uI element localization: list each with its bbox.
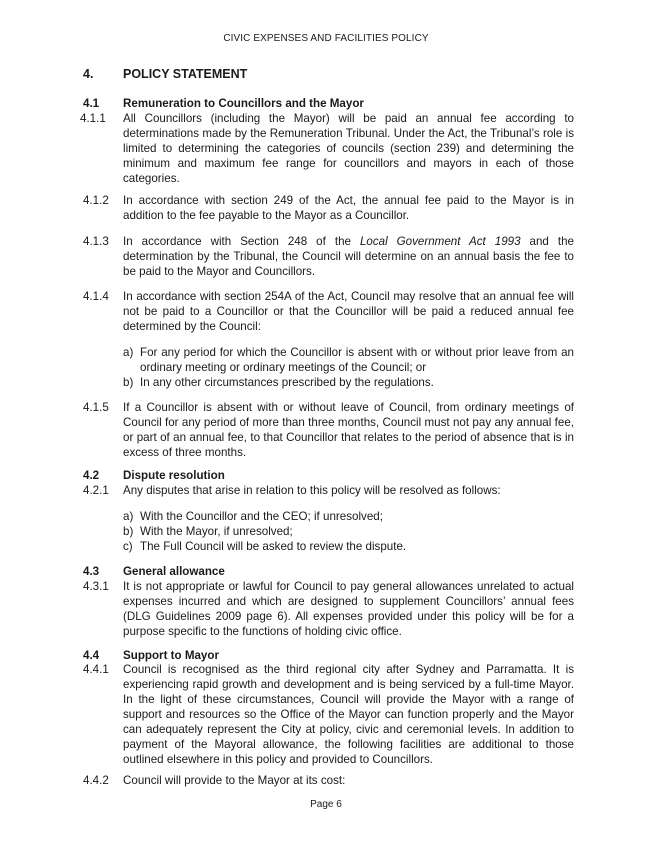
clause-number: 4.3.1 [83, 580, 109, 593]
clause-4-1-2 [83, 193, 574, 223]
clause-number: 4.1.1 [80, 112, 106, 125]
subsection-heading-4-4 [83, 648, 574, 663]
list-item: b) With the Mayor, if unresolved; [123, 525, 293, 538]
subsection-title: General allowance [123, 565, 225, 578]
page-number: Page 6 [310, 799, 342, 810]
clause-4-3-1 [83, 579, 574, 639]
subsection-heading-4-3 [83, 564, 574, 579]
clause-4-1-4 [83, 289, 574, 334]
subsection-heading-4-1 [83, 96, 574, 111]
act-title: Local Government Act 1993 [359, 235, 521, 248]
list-4-2-1 [123, 509, 574, 554]
clause-text: In accordance with section 254A of the Act, Council may resolve that an annual fee will not be paid to a Councillor or that the Councillor will be paid a reduced annual fee determined by the Council: [123, 290, 574, 333]
clause-number: 4.4.1 [83, 663, 109, 676]
list-item: b) In any other circumstances prescribed by the regulations. [123, 376, 434, 389]
clause-text: Any disputes that arise in relation to this policy will be resolved as follows: [123, 484, 501, 497]
list-item: a) With the Councillor and the CEO; if unresolved; [123, 510, 383, 523]
clause-number: 4.2.1 [83, 484, 109, 497]
clause-text: In accordance with section 249 of the Act, the annual fee paid to the Mayor is in addition to the fee payable to the Mayor as a Councillor. [123, 194, 574, 222]
clause-number: 4.1.2 [83, 194, 109, 207]
clause-4-2-1 [83, 483, 574, 498]
clause-text: Council is recognised as the third regional city after Sydney and Parramatta. It is experiencing rapid growth and development and is being serviced by a full-time Mayor. In the light of these circumstances, Council will provide the Mayor with a range of support and resources so the Office of the Mayor can function properly and the Mayor can adequately represent the City at policy, civic and ceremonial levels. In addition to payment of the Mayoral allowance, the following facilities are additional to those outlined elsewhere in this policy and provided to Councillors. [123, 663, 574, 766]
list-item: a) For any period for which the Councillor is absent with or without prior leave from an ordinary meeting or ordinary meetings of the Council; or [123, 346, 574, 374]
clause-number: 4.4.2 [83, 774, 109, 787]
clause-text: If a Councillor is absent with or without leave of Council, from ordinary meetings of Council for any period of more than three months, Council must not pay any annual fee, or part of an annual fee, to that Councillor that relates to the period of absence that is in excess of three months. [123, 401, 574, 459]
clause-number: 4.1.4 [83, 290, 109, 303]
list-4-1-4 [123, 345, 574, 390]
running-header: CIVIC EXPENSES AND FACILITIES POLICY [223, 33, 429, 44]
subsection-title: Dispute resolution [123, 469, 225, 482]
list-item: c) The Full Council will be asked to review the dispute. [123, 540, 407, 553]
clause-number: 4.1.5 [83, 401, 109, 414]
clause-text: It is not appropriate or lawful for Council to pay general allowances unrelated to actual expenses incurred and which are designed to supplement Councillors’ annual fees (DLG Guidelines 2009 page 6). All expenses provided under this policy will be for a purpose specific to the functions of holding civic office. [123, 580, 574, 638]
clause-text: Council will provide to the Mayor at its cost: [123, 774, 346, 787]
clause-4-4-1 [83, 662, 574, 767]
subsection-number: 4.3 [83, 565, 100, 578]
subsection-number: 4.4 [83, 649, 100, 662]
clause-text: All Councillors (including the Mayor) will be paid an annual fee according to determinations made by the Remuneration Tribunal. Under the Act, the Tribunal’s role is limited to determining the categories of councils (section 239) and determining the minimum and maximum fee range for councillors and mayors in each of those categories. [123, 112, 574, 185]
clause-4-1-1 [80, 111, 574, 186]
subsection-title: Support to Mayor [123, 649, 219, 662]
section-number: 4. [83, 67, 94, 81]
section-title: POLICY STATEMENT [123, 67, 248, 81]
subsection-number: 4.1 [83, 97, 100, 110]
section-heading [83, 67, 248, 81]
clause-4-4-2 [83, 773, 574, 788]
subsection-number: 4.2 [83, 469, 100, 482]
clause-4-1-5 [83, 400, 574, 460]
clause-number: 4.1.3 [83, 235, 109, 248]
clause-text: In accordance with Section 248 of the Local Government Act 1993 and the determination by the Tribunal, the Council will determine on an annual basis the fee to be paid to the Mayor and Councillors. [123, 235, 574, 278]
subsection-title: Remuneration to Councillors and the Mayor [123, 97, 364, 110]
clause-4-1-3 [83, 234, 574, 279]
subsection-heading-4-2 [83, 468, 574, 483]
